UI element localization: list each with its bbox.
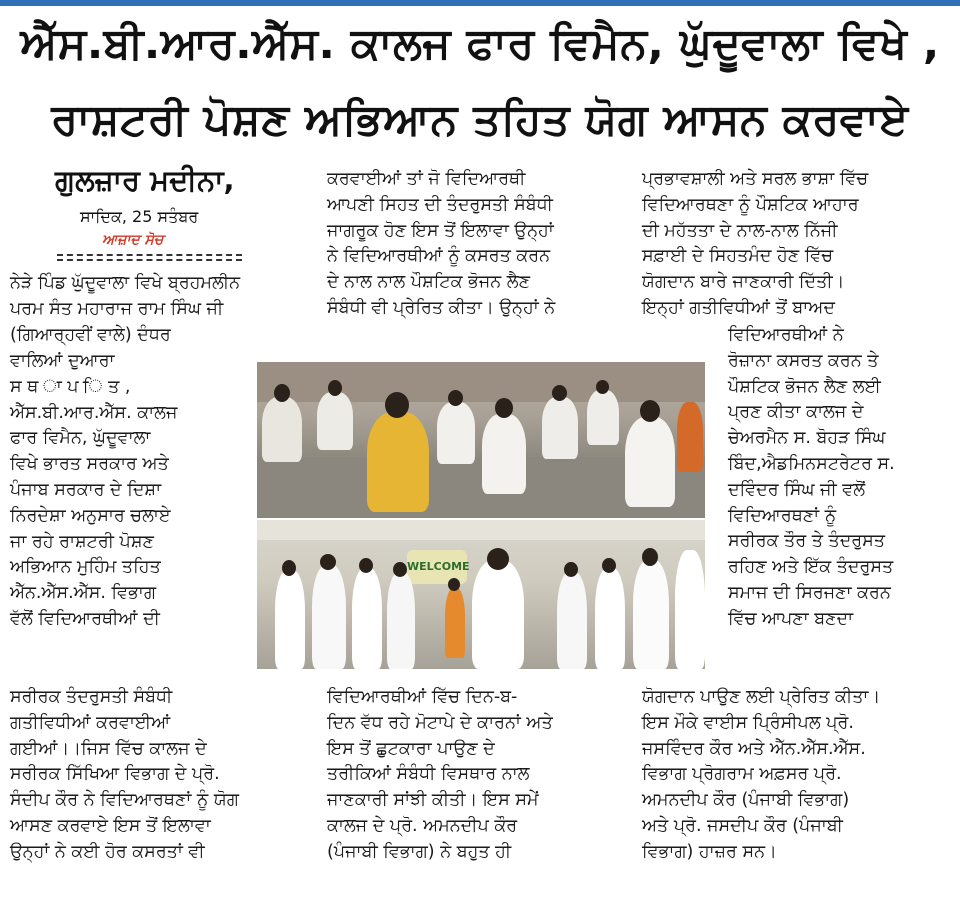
article-line: ਇਸ ਮੌਕੇ ਵਾਈਸ ਪ੍ਰਿੰਸੀਪਲ ਪ੍ਰੋ.: [642, 712, 854, 733]
article-line: ਅਮਨਦੀਪ ਕੌਰ (ਪੰਜਾਬੀ ਵਿਭਾਗ): [642, 790, 850, 811]
article-line: ਰੋਜ਼ਾਨਾ ਕਸਰਤ ਕਰਨ ਤੇ: [728, 350, 879, 371]
article-line: ਵਾਲਿਆਂ ਦੁਆਰਾ: [10, 351, 115, 371]
article-line: ਸ ਥ ਾ ਪ ਿ ਤ ,: [10, 376, 131, 397]
article-line: ਗਈਆਂ।।ਜਿਸ ਵਿੱਚ ਕਾਲਜ ਦੇ: [10, 738, 207, 759]
yoga-seated-photo: [257, 362, 705, 518]
article-line: ਸਮਾਜ ਦੀ ਸਿਰਜਣਾ ਕਰਨ: [728, 582, 891, 603]
article-line: ਅਭਿਆਨ ਮੁਹਿੰਮ ਤਹਿਤ: [10, 557, 161, 578]
article-line: ਵਿੱਚ ਆਪਣਾ ਬਣਦਾ: [728, 608, 854, 629]
article-line: ਦੀ ਮਹੱਤਤਾ ਦੇ ਨਾਲ-ਨਾਲ ਨਿੱਜੀ: [642, 220, 838, 241]
reporter-name: ਗੁਲਜ਼ਾਰ ਮਦੀਨਾ,: [55, 163, 235, 197]
article-line: ਇਸ ਤੋਂ ਛੁਟਕਾਰਾ ਪਾਉਣ ਦੇ: [327, 738, 495, 759]
article-line: ਜਾਗਰੂਕ ਹੋਣ ਇਸ ਤੋਂ ਇਲਾਵਾ ਉਨ੍ਹਾਂ: [327, 220, 554, 241]
article-line: ਕਾਲਜ ਦੇ ਪ੍ਰੋ. ਅਮਨਦੀਪ ਕੌਰ: [327, 815, 518, 836]
article-line: ਵਿਖੇ ਭਾਰਤ ਸਰਕਾਰ ਅਤੇ: [10, 454, 169, 475]
article-line: ਬਿੰਦ,ਐਡਮਿਨਸਟਰੇਟਰ ਸ.: [728, 453, 895, 474]
article-line: ਨੇ ਵਿਦਿਆਰਥੀਆਂ ਨੂੰ ਕਸਰਤ ਕਰਨ: [327, 246, 551, 267]
article-line: ਸੰਬੰਧੀ ਵੀ ਪ੍ਰੇਰਿਤ ਕੀਤਾ। ਉਨ੍ਹਾਂ ਨੇ: [327, 297, 556, 318]
column-1-narrow: [10, 349, 250, 633]
article-line: ਜਾਣਕਾਰੀ ਸਾਂਝੀ ਕੀਤੀ। ਇਸ ਸਮੇਂ: [327, 790, 539, 811]
article-line: ਵਿਦਿਆਰਥੀਆਂ ਨੇ: [728, 325, 844, 345]
column-2-top: [327, 167, 627, 322]
article-line: ਐੱਨ.ਐੱਸ.ਐੱਸ. ਵਿਭਾਗ: [10, 583, 156, 604]
article-line: ਆਪਣੀ ਸਿਹਤ ਦੀ ਤੰਦਰੁਸਤੀ ਸੰਬੰਧੀ: [327, 194, 553, 215]
article-line: ਚੇਅਰਮੈਨ ਸ. ਬੋਹੜ ਸਿੰਘ: [728, 428, 886, 449]
article-line: ਪੰਜਾਬ ਸਰਕਾਰ ਦੇ ਦਿਸ਼ਾ: [10, 479, 162, 500]
article-line: ਆਸਣ ਕਰਵਾਏ ਇਸ ਤੋਂ ਇਲਾਵਾ: [10, 815, 211, 836]
welcome-banner: WELCOME: [407, 550, 467, 584]
article-line: ਰਹਿਣ ਅਤੇ ਇੱਕ ਤੰਦਰੁਸਤ: [728, 557, 894, 578]
article-line: ਕਰਵਾਈਆਂ ਤਾਂ ਜੋ ਵਿਦਿਆਰਥੀ: [327, 169, 526, 189]
article-line: ਵੱਲੋਂ ਵਿਦਿਆਰਥੀਆਂ ਦੀ: [10, 608, 160, 629]
article-line: ਵਿਭਾਗ ਪ੍ਰੋਗਰਾਮ ਅਫ਼ਸਰ ਪ੍ਰੋ.: [642, 764, 842, 785]
article-line: ਫਾਰ ਵਿਮੈਨ, ਘੁੱਦੂਵਾਲਾ: [10, 428, 151, 449]
article-line: ਇਨ੍ਹਾਂ ਗਤੀਵਿਧੀਆਂ ਤੋਂ ਬਾਅਦ: [642, 297, 835, 318]
column-1-bottom: [10, 685, 310, 866]
article-line: ਯੋਗਦਾਨ ਪਾਉਣ ਲਈ ਪ੍ਰੇਰਿਤ ਕੀਤਾ।: [642, 687, 881, 707]
article-line: ਉਨ੍ਹਾਂ ਨੇ ਕਈ ਹੋਰ ਕਸਰਤਾਂ ਵੀ: [10, 841, 205, 862]
article-line: ਜਸਵਿੰਦਰ ਕੌਰ ਅਤੇ ਐੱਨ.ਐੱਸ.ਐੱਸ.: [642, 738, 866, 759]
article-line: ਅਤੇ ਪ੍ਰੋ. ਜਸਦੀਪ ਕੌਰ (ਪੰਜਾਬੀ: [642, 815, 843, 836]
byline-rule: [57, 254, 242, 261]
article-line: ਦਿਨ ਵੱਧ ਰਹੇ ਮੋਟਾਪੇ ਦੇ ਕਾਰਨਾਂ ਅਤੇ: [327, 712, 553, 733]
column-2-bottom: [327, 685, 627, 866]
article-line: ਸਰੀਰਕ ਸਿੱਖਿਆ ਵਿਭਾਗ ਦੇ ਪ੍ਰੋ.: [10, 764, 220, 785]
paper-logo-text: ਆਜ਼ਾਦ ਸੋਚ: [102, 232, 164, 248]
column-3-bottom: [642, 685, 947, 866]
article-line: ਵਿਦਿਆਰਥਣਾਂ ਨੂੰ: [728, 505, 837, 526]
article-line: (ਪੰਜਾਬੀ ਵਿਭਾਗ) ਨੇ ਬਹੁਤ ਹੀ: [327, 841, 512, 862]
top-accent-bar: [0, 0, 960, 6]
column-1-top: [10, 271, 250, 348]
article-line: ਤਰੀਕਿਆਂ ਸੰਬੰਧੀ ਵਿਸਥਾਰ ਨਾਲ: [327, 764, 530, 785]
article-line: ਗਤੀਵਿਧੀਆਂ ਕਰਵਾਈਆਂ: [10, 712, 171, 733]
article-line: ਦੇ ਨਾਲ ਨਾਲ ਪੌਸ਼ਟਿਕ ਭੋਜਨ ਲੈਣ: [327, 272, 530, 293]
article-line: ਪ੍ਰਭਾਵਸ਼ਾਲੀ ਅਤੇ ਸਰਲ ਭਾਸ਼ਾ ਵਿੱਚ: [642, 169, 869, 189]
article-line: ਵਿਦਿਆਰਥਣਾ ਨੂੰ ਪੌਸ਼ਟਿਕ ਆਹਾਰ: [642, 194, 859, 215]
article-line: ਸੰਦੀਪ ਕੌਰ ਨੇ ਵਿਦਿਆਰਥਣਾਂ ਨੂੰ ਯੋਗ: [10, 790, 239, 811]
column-3-narrow: [728, 323, 948, 633]
article-line: ਪੌਸ਼ਟਿਕ ਭੋਜਨ ਲੈਣ ਲਈ: [728, 376, 881, 397]
headline-line-2: ਰਾਸ਼ਟਰੀ ਪੋਸ਼ਣ ਅਭਿਆਨ ਤਹਿਤ ਯੋਗ ਆਸਨ ਕਰਵਾਏ: [51, 95, 909, 145]
yoga-standing-photo: [257, 520, 705, 669]
article-line: ਨੇੜੇ ਪਿੰਡ ਘੁੱਦੂਵਾਲਾ ਵਿਖੇ ਬ੍ਰਹਮਲੀਨ: [10, 273, 241, 293]
article-line: ਵਿਦਿਆਰਥੀਆਂ ਵਿੱਚ ਦਿਨ-ਬ-: [327, 687, 518, 707]
article-line: ਜਾ ਰਹੇ ਰਾਸ਼ਟਰੀ ਪੋਸ਼ਣ: [10, 531, 154, 552]
headline-line-1: ਐੱਸ.ਬੀ.ਆਰ.ਐੱਸ. ਕਾਲਜ ਫਾਰ ਵਿਮੈਨ, ਘੁੱਦੂਵਾਲਾ ਵਿਖੇ ,: [20, 19, 940, 69]
column-3-top: [642, 167, 947, 322]
article-line: ਨਿਰਦੇਸ਼ਾ ਅਨੁਸਾਰ ਚਲਾਏ: [10, 505, 171, 526]
article-line: ਪਰਮ ਸੰਤ ਮਹਾਰਾਜ ਰਾਮ ਸਿੰਘ ਜੀ: [10, 298, 224, 319]
article-line: ਦਵਿੰਦਰ ਸਿੰਘ ਜੀ ਵਲੋਂ: [728, 479, 866, 500]
article-line: ਐੱਸ.ਬੀ.ਆਰ.ਐੱਸ. ਕਾਲਜ: [10, 402, 178, 423]
dateline: ਸਾਦਿਕ, 25 ਸਤੰਬਰ: [80, 207, 199, 226]
article-line: ਪ੍ਰਣ ਕੀਤਾ ਕਾਲਜ ਦੇ: [728, 402, 864, 423]
article-line: ਸਰੀਰਕ ਤੌਰ ਤੇ ਤੰਦਰੁਸਤ: [728, 531, 885, 552]
article-line: ਵਿਭਾਗ) ਹਾਜ਼ਰ ਸਨ।: [642, 841, 777, 862]
article-line: (ਗਿਆਰ੍ਹਵੀਂ ਵਾਲੇ) ਦੰਧਰ: [10, 324, 171, 345]
article-line: ਸਰੀਰਕ ਤੰਦਰੁਸਤੀ ਸੰਬੰਧੀ: [10, 687, 173, 707]
article-line: ਸਫ਼ਾਈ ਦੇ ਸਿਹਤਮੰਦ ਹੋਣ ਵਿੱਚ: [642, 246, 834, 267]
article-line: ਯੋਗਦਾਨ ਬਾਰੇ ਜਾਣਕਾਰੀ ਦਿੱਤੀ।: [642, 272, 845, 293]
